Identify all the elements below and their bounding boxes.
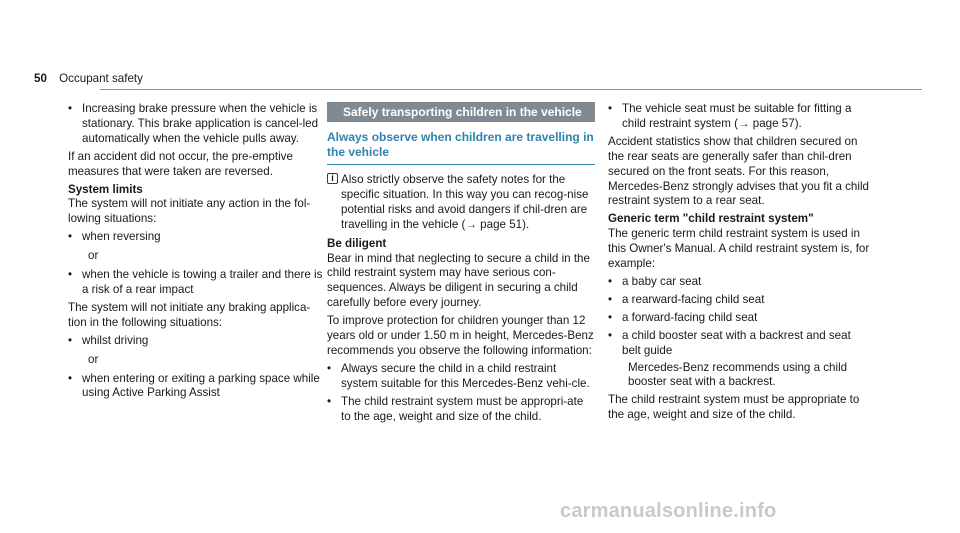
list-item: • Always secure the child in a child restraint system suitable for this Mercedes-Benz vehi-cle. xyxy=(327,362,595,392)
paragraph: Mercedes-Benz recommends using a child booster seat with a backrest. xyxy=(628,360,848,389)
list-item: • whilst driving xyxy=(68,334,323,349)
info-note xyxy=(327,173,595,233)
watermark: carmanualsonline.info xyxy=(560,500,777,522)
page-number: 50 xyxy=(34,72,47,85)
list-item: • The child restraint system must be appropri-ate to the age, weight and size of the child. xyxy=(327,395,595,425)
list-item: • a baby car seat xyxy=(608,275,872,290)
list-item: • when the vehicle is towing a trailer and there is a risk of a rear impact xyxy=(68,268,323,298)
or-text: or xyxy=(88,249,99,263)
heading-generic-term: Generic term "child restraint system" xyxy=(608,212,814,226)
note-text: Also strictly observe the safety notes for the specific situation. In this way you can recog-nise potential risks and avoid dangers if chil-dren are travelling in the vehicle (→ page 51). xyxy=(341,173,589,231)
page-header xyxy=(34,72,143,87)
paragraph: Bear in mind that neglecting to secure a child in the child restraint system may have serious con-sequences. Always be diligent in securing a child carefully before every journey. xyxy=(327,251,590,310)
or-text: or xyxy=(88,352,99,366)
list-item: • when entering or exiting a parking space while using Active Parking Assist xyxy=(68,372,323,402)
heading-be-diligent: Be diligent xyxy=(327,236,387,250)
subsection-heading: Always observe when children are travelling in the vehicle xyxy=(327,130,595,165)
section-heading-bar: Safely transporting children in the vehicle xyxy=(327,102,595,122)
paragraph: If an accident did not occur, the pre-emptive measures that were taken are reversed. xyxy=(68,149,293,178)
list-item: • Increasing brake pressure when the vehicle is stationary. This brake application is cancel-led automatically when the vehicle pulls away. xyxy=(68,102,323,147)
list-item: • a forward-facing child seat xyxy=(608,311,872,326)
list-item: • when reversing xyxy=(68,230,323,245)
column-left xyxy=(68,102,323,401)
paragraph: The generic term child restraint system is used in this Owner's Manual. A child restraint system is, for example: xyxy=(608,227,870,271)
section-title: Occupant safety xyxy=(59,72,143,85)
paragraph: The system will not initiate any braking applica-tion in the following situations: xyxy=(68,300,311,329)
list-item: • a rearward-facing child seat xyxy=(608,293,872,308)
column-middle xyxy=(327,102,595,425)
paragraph: The child restraint system must be appropriate to the age, weight and size of the child. xyxy=(608,393,860,422)
heading-system-limits: System limits xyxy=(68,182,143,196)
list-item: • The vehicle seat must be suitable for fitting a child restraint system (→ page 57). xyxy=(608,102,872,132)
paragraph: The system will not initiate any action in the fol-lowing situations: xyxy=(68,197,311,226)
paragraph: Accident statistics show that children secured on the rear seats are generally safer than chil-dren secured on the front seats. For this reason, Mercedes-Benz strongly advises that you fit a child restraint system to a rear seat. xyxy=(608,134,869,208)
info-icon: i xyxy=(327,173,338,184)
column-right xyxy=(608,102,872,423)
list-item: • a child booster seat with a backrest and seat belt guide xyxy=(608,329,872,359)
paragraph: To improve protection for children younger than 12 years old or under 1.50 m in height, Mercedes-Benz recommends you observe the following information: xyxy=(327,314,594,357)
header-divider xyxy=(100,89,922,90)
